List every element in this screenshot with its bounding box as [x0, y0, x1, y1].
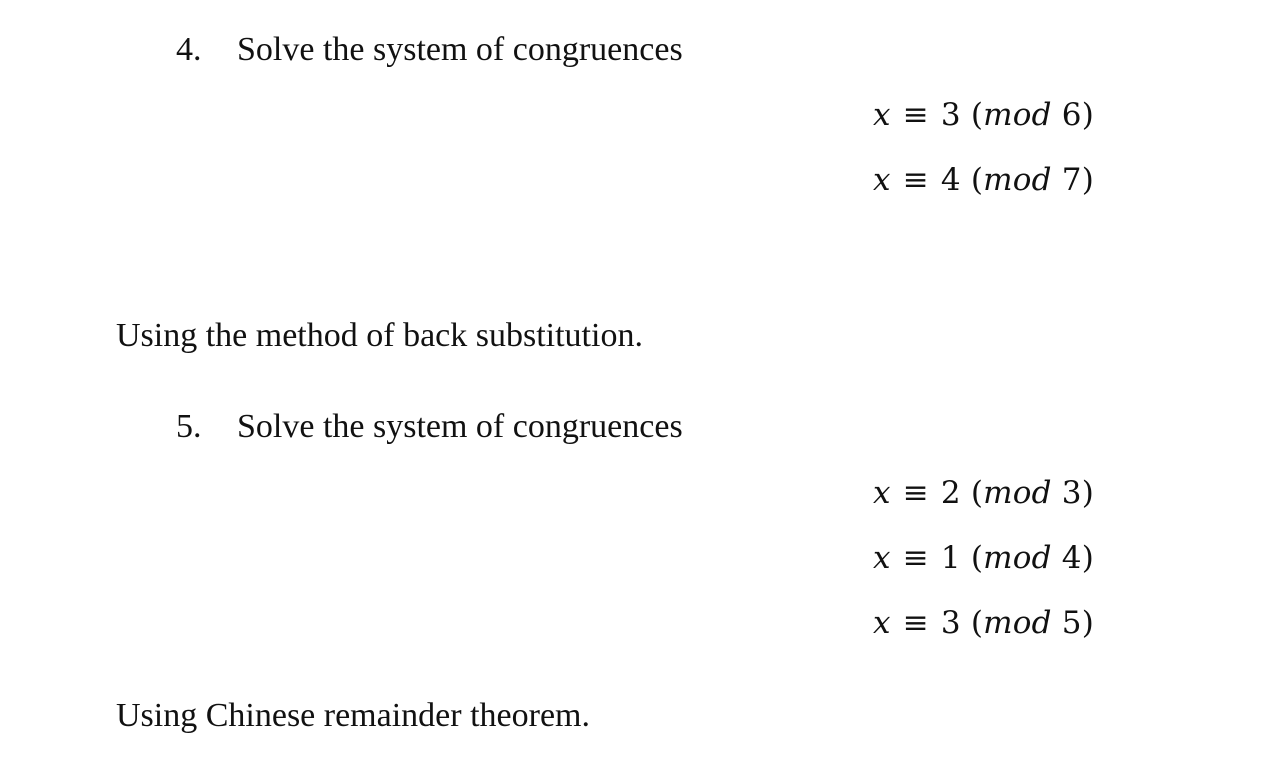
equation-variable: x	[873, 475, 891, 511]
problem-4-heading	[176, 30, 683, 70]
equation-residue: 3	[940, 605, 961, 641]
congruence-symbol: ≡	[902, 540, 929, 576]
congruence-equation: x ≡ 3 (mod 6)	[873, 97, 1094, 133]
equation-modulus: 5	[1061, 605, 1082, 641]
congruence-symbol: ≡	[902, 605, 929, 641]
equation-variable: x	[873, 162, 891, 198]
equation-mod-word: mod	[983, 605, 1052, 641]
congruence-equation: x ≡ 2 (mod 3)	[873, 475, 1094, 511]
problem-5-heading	[176, 407, 683, 447]
equation-residue: 3	[940, 97, 961, 133]
equation-modulus: 7	[1061, 162, 1082, 198]
equation-residue: 2	[940, 475, 961, 511]
problem-prompt: Solve the system of congruences	[237, 408, 683, 445]
equation-variable: x	[873, 540, 891, 576]
equation-mod-word: mod	[983, 540, 1052, 576]
problem-number: 5.	[176, 408, 202, 445]
problem-number: 4.	[176, 31, 202, 68]
congruence-symbol: ≡	[902, 475, 929, 511]
congruence-equation: x ≡ 3 (mod 5)	[873, 605, 1094, 641]
equation-variable: x	[873, 97, 891, 133]
congruence-symbol: ≡	[902, 97, 929, 133]
equation-mod-word: mod	[983, 475, 1052, 511]
equation-modulus: 4	[1061, 540, 1082, 576]
equation-mod-word: mod	[983, 162, 1052, 198]
equation-variable: x	[873, 605, 891, 641]
problem-4-instruction: Using the method of back substitution.	[116, 317, 643, 354]
equation-modulus: 6	[1061, 97, 1082, 133]
equation-residue: 1	[940, 540, 961, 576]
congruence-equation: x ≡ 4 (mod 7)	[873, 162, 1094, 198]
equation-residue: 4	[940, 162, 961, 198]
congruence-symbol: ≡	[902, 162, 929, 198]
equation-mod-word: mod	[983, 97, 1052, 133]
problem-prompt: Solve the system of congruences	[237, 31, 683, 68]
equation-modulus: 3	[1061, 475, 1082, 511]
congruence-equation: x ≡ 1 (mod 4)	[873, 540, 1094, 576]
problem-5-instruction: Using Chinese remainder theorem.	[116, 697, 590, 734]
